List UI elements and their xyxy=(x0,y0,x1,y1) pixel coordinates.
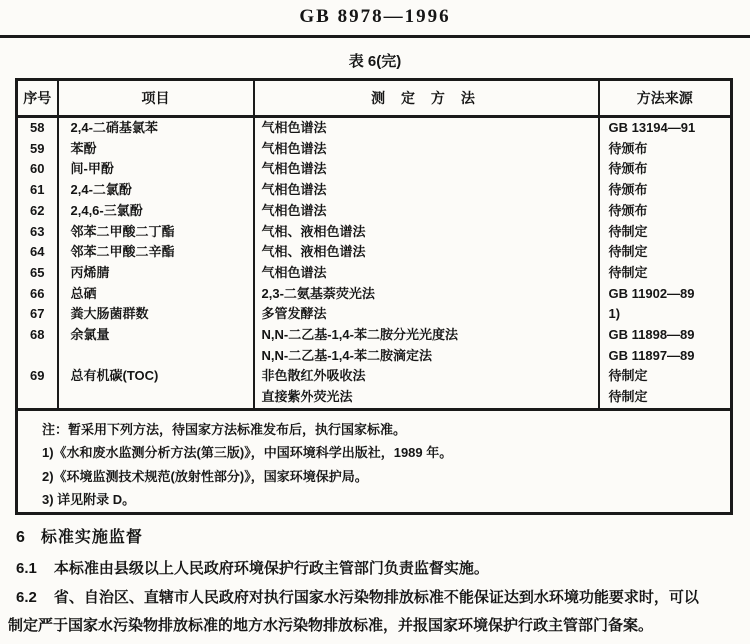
table-row xyxy=(17,117,732,139)
row-no: 65 xyxy=(30,264,45,280)
table-row xyxy=(17,284,732,305)
table-row xyxy=(17,139,732,160)
row-method: 气相、液相色谱法 xyxy=(261,223,366,239)
row-method: 2,3-二氨基萘荧光法 xyxy=(261,285,375,301)
clause-6-2 xyxy=(16,586,699,607)
row-item: 粪大肠菌群数 xyxy=(58,304,254,325)
row-source: 1) xyxy=(608,306,621,322)
row-method: 气相色谱法 xyxy=(261,140,327,156)
col-header-source: 方法来源 xyxy=(599,80,732,117)
row-source: 待颁布 xyxy=(608,182,648,198)
row-source: GB 11902—89 xyxy=(608,285,695,301)
row-item: 邻苯二甲酸二丁酯 xyxy=(58,222,254,243)
doc-number: GB 8978—1996 xyxy=(299,6,451,27)
table-row xyxy=(17,222,732,243)
row-source: 待制定 xyxy=(608,244,648,260)
col-header-no: 序号 xyxy=(17,80,58,117)
row-source: 待颁布 xyxy=(608,202,648,218)
table-row xyxy=(17,242,732,263)
clause-number: 6.2 xyxy=(16,589,37,606)
col-header-method: 测 定 方 法 xyxy=(254,80,599,117)
table-notes-row xyxy=(17,409,732,513)
row-no: 62 xyxy=(30,202,45,218)
table-title: 表 6(完) xyxy=(348,53,402,70)
section-title: 标准实施监督 xyxy=(40,529,143,546)
clause-6-2-continued xyxy=(8,614,653,635)
table-row xyxy=(17,263,732,284)
table-header-row xyxy=(17,80,732,117)
row-item: 邻苯二甲酸二辛酯 xyxy=(58,242,254,263)
col-header-item: 项目 xyxy=(58,80,254,117)
row-item: 2,4-二硝基氯苯 xyxy=(58,117,254,139)
row-method: 气相色谱法 xyxy=(261,120,327,135)
row-method: 气相色谱法 xyxy=(261,182,327,198)
row-item: 丙烯腈 xyxy=(58,263,254,284)
row-item: 间-甲酚 xyxy=(58,159,254,180)
row-source: 待制定 xyxy=(608,223,648,239)
row-no: 59 xyxy=(30,140,45,156)
methods-table xyxy=(15,78,733,515)
section-heading xyxy=(16,524,143,547)
row-source: 待颁布 xyxy=(608,140,648,156)
table-row xyxy=(17,304,732,325)
row-source: 待颁布 xyxy=(608,161,648,177)
clause-text: 省、自治区、直辖市人民政府对执行国家水污染物排放标准不能保证达到水环境功能要求时，可以 xyxy=(53,589,699,606)
row-item: 2,4-二氯酚 xyxy=(58,180,254,201)
row-method: 气相色谱法 xyxy=(261,202,327,218)
row-no: 63 xyxy=(30,223,45,239)
table-note: 3) 详见附录 D。 xyxy=(42,492,136,508)
section-number: 6 xyxy=(16,529,25,546)
row-source: GB 11897—89 xyxy=(608,347,695,363)
row-source: GB 13194—91 xyxy=(608,120,696,135)
row-method: N,N-二乙基-1,4-苯二胺分光光度法 xyxy=(261,327,458,343)
row-no: 69 xyxy=(30,368,45,384)
row-item: 总有机碳(TOC) xyxy=(58,366,254,409)
table-row xyxy=(17,325,732,366)
row-item: 2,4,6-三氯酚 xyxy=(58,201,254,222)
table-note: 2)《环境监测技术规范(放射性部分)》，国家环境保护局。 xyxy=(42,468,368,484)
row-item: 苯酚 xyxy=(58,139,254,160)
header-rule xyxy=(0,35,750,38)
row-source: 待制定 xyxy=(608,368,648,384)
row-source: 待制定 xyxy=(608,264,648,280)
row-source: 待制定 xyxy=(608,389,648,405)
row-no: 66 xyxy=(30,285,45,301)
row-method: N,N-二乙基-1,4-苯二胺滴定法 xyxy=(261,347,432,363)
clause-text: 制定严于国家水污染物排放标准的地方水污染物排放标准，并报国家环境保护行政主管部门备案。 xyxy=(8,617,654,634)
row-method: 非色散红外吸收法 xyxy=(261,368,366,384)
clause-number: 6.1 xyxy=(16,560,37,577)
clause-text: 本标准由县级以上人民政府环境保护行政主管部门负责监督实施。 xyxy=(53,560,489,577)
row-no: 67 xyxy=(30,306,45,322)
row-no: 68 xyxy=(30,327,45,343)
table-row xyxy=(17,159,732,180)
row-no: 58 xyxy=(30,120,45,135)
row-method: 气相色谱法 xyxy=(261,161,327,177)
row-no: 61 xyxy=(30,182,45,198)
row-no: 64 xyxy=(30,244,45,260)
table-row xyxy=(17,201,732,222)
row-method: 气相色谱法 xyxy=(261,264,327,280)
table-note: 注：暂采用下列方法，待国家方法标准发布后，执行国家标准。 xyxy=(42,421,407,437)
row-item: 余氯量 xyxy=(58,325,254,366)
row-method: 多管发酵法 xyxy=(261,306,327,322)
clause-6-1 xyxy=(16,557,489,578)
row-item: 总硒 xyxy=(58,284,254,305)
row-source: GB 11898—89 xyxy=(608,327,695,343)
table-row xyxy=(17,180,732,201)
table-note: 1)《水和废水监测分析方法(第三版)》，中国环境科学出版社，1989 年。 xyxy=(42,445,453,461)
row-method: 气相、液相色谱法 xyxy=(261,244,366,260)
row-no: 60 xyxy=(30,161,45,177)
row-method: 直接紫外荧光法 xyxy=(261,389,353,405)
table-row xyxy=(17,366,732,409)
